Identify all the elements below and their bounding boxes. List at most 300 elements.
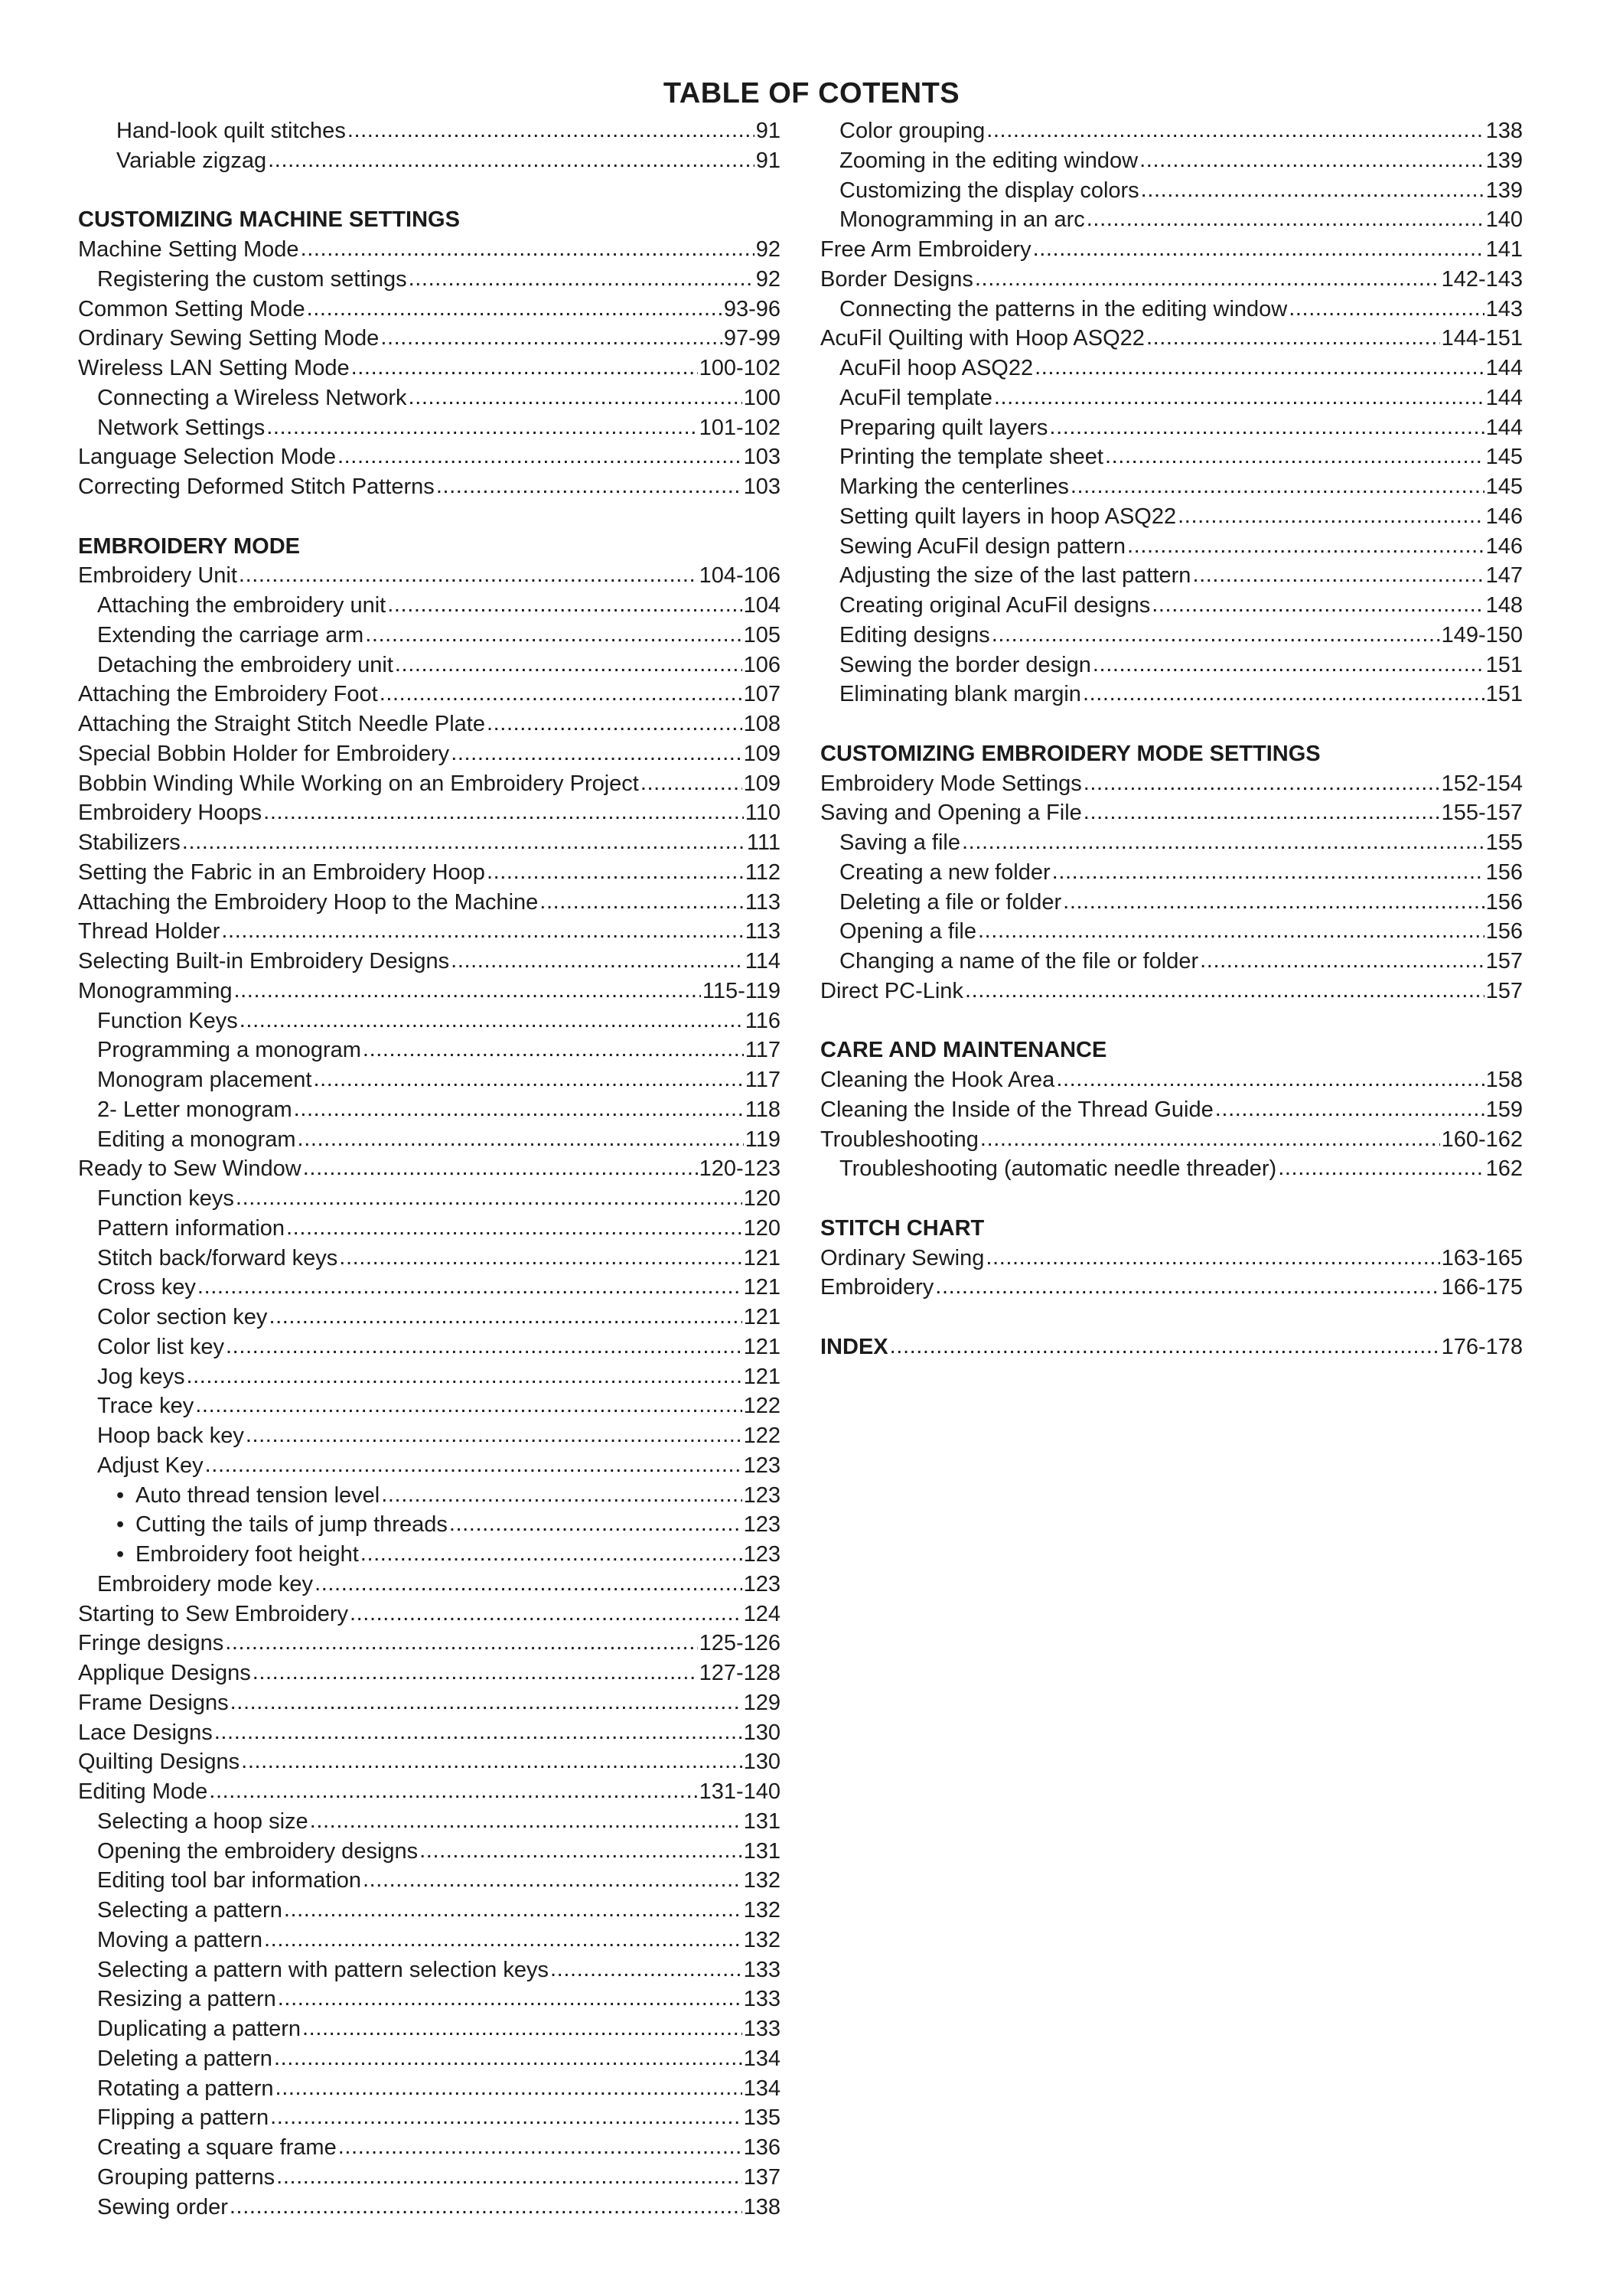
toc-entry[interactable] [820,858,1523,888]
bullet-icon: • [116,1482,125,1508]
toc-entry[interactable] [820,354,1523,383]
dot-leader [230,2192,742,2222]
dot-leader [451,739,741,768]
toc-entry[interactable] [78,709,781,739]
dot-leader [197,1272,742,1302]
toc-entry-page: 143 [1485,296,1523,321]
dot-leader [347,116,754,145]
toc-entry-label: Wireless LAN Setting Mode [78,356,350,380]
toc-entry-label: Troubleshooting [820,1127,979,1152]
dot-leader [992,620,1440,650]
dot-leader [986,116,1484,145]
toc-entry[interactable] [78,1391,781,1421]
toc-entry-page: 141 [1485,237,1523,262]
toc-entry[interactable] [820,146,1523,176]
toc-entry[interactable] [78,413,781,443]
toc-entry-label: Setting the Fabric in an Embroidery Hoop [78,859,485,885]
toc-entry-page: 123 [743,1512,781,1538]
toc-entry-label: Embroidery Hoops [78,801,262,826]
toc-entry[interactable] [78,1540,781,1570]
dot-leader [487,709,742,739]
toc-entry[interactable] [78,235,781,265]
toc-entry-label: Pattern information [97,1215,285,1241]
toc-entry[interactable] [820,621,1523,651]
dot-leader [186,1362,741,1391]
toc-entry-page: 147 [1485,563,1523,589]
toc-entry[interactable] [78,1658,781,1688]
toc-entry-page: 157 [1485,978,1523,1003]
toc-entry[interactable] [78,1926,781,1955]
toc-entry[interactable] [820,532,1523,562]
toc-entry-label: Selecting Built-in Embroidery Designs [78,949,450,974]
toc-entry[interactable] [78,1035,781,1065]
toc-entry[interactable] [78,2014,781,2044]
dot-leader [314,1569,742,1599]
toc-entry[interactable] [820,1065,1523,1095]
toc-entry-label: Editing a monogram [97,1127,296,1152]
toc-entry[interactable] [820,235,1523,265]
toc-entry-page: 100-102 [699,356,781,380]
dot-leader [182,827,745,857]
toc-entry[interactable] [78,295,781,325]
dot-leader [380,323,722,353]
toc-entry-label: Opening a file [839,919,976,944]
dot-leader [994,383,1484,413]
toc-entry-label: Deleting a file or folder [839,889,1062,915]
dot-leader [1035,353,1484,383]
toc-entry-label: Duplicating a pattern [97,2017,301,2041]
toc-entry[interactable] [820,324,1523,354]
dot-leader [380,679,742,709]
toc-entry[interactable] [78,621,781,651]
toc-entry[interactable] [78,442,781,472]
toc-entry[interactable] [78,561,781,591]
toc-entry[interactable] [820,828,1523,858]
toc-entry-page: 108 [743,712,781,736]
toc-entry-label: Function Keys [97,1008,238,1033]
toc-entry-label: Hand-look quilt stitches [116,119,346,143]
toc-entry[interactable] [78,888,781,918]
toc-entry-page: 144 [1485,356,1523,380]
toc-entry-label: Jog keys [97,1364,185,1389]
toc-entry[interactable] [820,1095,1523,1125]
toc-entry-label: Embroidery Unit [78,563,237,589]
toc-entry-page: 120-123 [699,1156,781,1182]
toc-entry[interactable] [78,1451,781,1481]
dot-leader [268,145,754,175]
toc-entry[interactable] [78,1184,781,1214]
dot-leader [487,857,744,887]
toc-entry-label: Starting to Sew Embroidery [78,1601,348,1626]
dot-leader [449,1509,742,1539]
toc-entry[interactable] [820,1273,1523,1303]
dot-leader [302,2014,742,2043]
toc-entry-label: Opening the embroidery designs [97,1838,419,1864]
toc-entry-page: 166-175 [1441,1275,1523,1300]
toc-entry-page: 130 [743,1720,781,1745]
dot-leader [1056,1065,1484,1094]
toc-entry-label: Selecting a pattern [97,1898,282,1923]
dot-leader [1063,887,1484,917]
toc-entry-page: 120 [743,1215,781,1241]
toc-entry[interactable] [820,1332,1523,1362]
toc-entry-label: Cross key [97,1275,196,1300]
toc-entry[interactable] [78,828,781,858]
toc-entry-page: 115-119 [702,978,781,1003]
toc-entry[interactable] [78,2044,781,2074]
toc-entry[interactable] [820,561,1523,591]
toc-entry[interactable] [78,858,781,888]
dot-leader [338,2132,742,2162]
dot-leader [1215,1094,1484,1124]
toc-entry[interactable] [78,591,781,621]
toc-entry-page: 121 [743,1305,781,1329]
toc-entry[interactable] [78,1214,781,1244]
toc-entry-label: Frame Designs [78,1690,229,1715]
section-spacer [78,502,781,532]
toc-entry[interactable] [78,1688,781,1718]
dot-leader [253,1658,698,1688]
dot-leader [1083,679,1484,709]
toc-entry-label: Sewing order [97,2194,228,2219]
toc-entry[interactable] [78,1510,781,1540]
toc-entry-label: Ordinary Sewing [820,1245,985,1270]
toc-entry-label: Extending the carriage arm [97,622,364,647]
toc-entry-page: 133 [743,1957,781,1982]
toc-entry-label: Quilting Designs [78,1750,240,1775]
toc-entry[interactable] [78,1866,781,1896]
toc-entry[interactable] [78,472,781,502]
toc-entry-page: 156 [1485,859,1523,885]
toc-entry[interactable] [820,442,1523,472]
dot-leader [451,946,744,976]
toc-entry[interactable] [78,146,781,176]
toc-entry-page: 134 [743,2046,781,2071]
toc-entry[interactable] [78,1985,781,2014]
toc-entry-label: Embroidery [820,1275,934,1300]
toc-entry-page: 110 [745,801,781,826]
toc-entry[interactable] [78,116,781,146]
dot-leader [962,827,1484,857]
dot-leader [1152,590,1484,620]
toc-entry-page: 134 [743,2076,781,2101]
section-heading-label: CUSTOMIZING EMBROIDERY MODE SETTINGS [820,741,1321,766]
toc-entry[interactable] [78,1006,781,1036]
dot-leader [360,1539,742,1569]
toc-entry[interactable] [820,116,1523,146]
toc-entry-label: Embroidery mode key [97,1571,314,1596]
dot-leader [980,1124,1440,1154]
toc-entry[interactable] [78,1955,781,1985]
toc-entry-label: Hoop back key [97,1424,244,1448]
toc-entry[interactable] [78,769,781,799]
bullet-icon: • [116,1512,125,1538]
toc-entry-page: 124 [743,1601,781,1626]
toc-entry-label: Changing a name of the file or folder [839,949,1199,974]
toc-entry-label: Variable zigzag [116,148,267,173]
toc-entry[interactable] [820,176,1523,206]
dot-leader [269,1302,741,1332]
toc-entry-label: Monogram placement [97,1068,312,1092]
toc-entry-page: 122 [743,1394,781,1419]
toc-entry-page: 145 [1485,475,1523,499]
dot-leader [975,264,1440,294]
toc-entry[interactable] [820,798,1523,828]
dot-leader [1200,946,1484,976]
toc-entry[interactable] [820,383,1523,413]
dot-leader [274,2043,742,2073]
dot-leader [339,1243,741,1273]
dot-leader [263,797,744,827]
toc-entry-page: 101-102 [699,415,781,440]
dot-leader [195,1391,741,1420]
dot-leader [226,1332,742,1362]
toc-entry-label: Flipping a pattern [97,2105,269,2131]
toc-entry-label: Lace Designs [78,1720,213,1745]
toc-entry[interactable] [820,472,1523,502]
toc-entry[interactable] [820,591,1523,621]
toc-entry-label: Function keys [97,1186,234,1211]
toc-entry[interactable] [78,2133,781,2163]
toc-entry-label: Connecting the patterns in the editing window [839,296,1288,321]
toc-entry-page: 157 [1485,949,1523,974]
toc-entry-page: 138 [1485,119,1523,143]
toc-entry[interactable] [78,1362,781,1392]
toc-entry[interactable] [78,1244,781,1274]
toc-entry-page: 111 [746,830,781,855]
toc-entry-label: Color section key [97,1305,268,1329]
toc-entry[interactable] [78,2103,781,2133]
toc-entry-label: Registering the custom settings [97,266,407,292]
toc-entry-page: 91 [755,119,781,143]
dot-leader [1289,294,1484,324]
toc-entry-label: Detaching the embroidery unit [97,652,393,677]
toc-entry-label: Cleaning the Hook Area [820,1068,1055,1092]
toc-entry-page: 121 [743,1275,781,1300]
dot-leader [275,2073,742,2103]
toc-entry-page: 116 [745,1008,781,1033]
toc-entry[interactable] [78,2163,781,2193]
toc-entry-page: 156 [1485,919,1523,944]
section-heading-label: STITCH CHART [820,1215,985,1241]
toc-entry[interactable] [78,1777,781,1807]
toc-entry-page: 146 [1485,533,1523,559]
toc-entry[interactable] [78,1629,781,1658]
toc-entry[interactable] [78,1154,781,1184]
toc-entry[interactable] [820,1125,1523,1155]
dot-leader [1052,857,1484,887]
toc-entry[interactable] [820,917,1523,947]
toc-entry-page: 132 [743,1868,781,1893]
toc-entry[interactable] [78,739,781,769]
dot-leader [365,620,741,650]
dot-leader [1084,797,1440,827]
toc-entry[interactable] [820,888,1523,918]
toc-entry[interactable] [78,1095,781,1125]
toc-entry[interactable] [78,680,781,709]
dot-leader [298,1124,744,1154]
toc-entry-label: Common Setting Mode [78,296,305,321]
toc-entry[interactable] [78,1065,781,1095]
dot-leader [310,1806,742,1836]
toc-entry-label: Thread Holder [78,919,220,944]
toc-entry-page: 144 [1485,415,1523,440]
toc-entry-label: Creating a square frame [97,2135,337,2160]
toc-entry-page: 176-178 [1441,1334,1523,1359]
toc-entry-page: 131 [743,1838,781,1864]
toc-entry-label: Attaching the Embroidery Hoop to the Machine [78,889,539,915]
toc-entry-label: Ready to Sew Window [78,1156,301,1182]
toc-entry[interactable] [820,265,1523,295]
toc-entry-label: Rotating a pattern [97,2076,274,2101]
dot-leader [1139,145,1484,175]
dot-leader [1146,323,1440,353]
toc-entry[interactable] [78,977,781,1006]
toc-entry[interactable] [78,2074,781,2104]
toc-entry[interactable] [820,1154,1523,1184]
dot-leader [395,650,742,680]
dot-leader [286,1213,742,1243]
toc-entry-label: Bobbin Winding While Working on an Embroidery Project [78,771,639,796]
toc-entry[interactable] [78,1718,781,1748]
toc-entry-page: 151 [1485,652,1523,677]
toc-entry[interactable] [78,1303,781,1332]
toc-entry[interactable] [78,1747,781,1777]
toc-entry[interactable] [78,947,781,977]
dot-leader [419,1836,741,1866]
toc-entry-label: Programming a monogram [97,1038,361,1063]
toc-entry-page: 125-126 [699,1631,781,1656]
toc-entry-page: 145 [1485,445,1523,470]
toc-entry[interactable] [78,917,781,947]
toc-entry-label: Sewing the border design [839,652,1091,677]
dot-leader [214,1717,742,1747]
toc-entry-label: Selecting a pattern with pattern selection keys [97,1957,549,1982]
toc-entry-page: 118 [745,1097,781,1122]
toc-entry[interactable] [78,265,781,295]
toc-entry-page: 114 [745,949,781,974]
toc-entry-label: Editing Mode [78,1779,208,1804]
toc-entry[interactable] [78,354,781,383]
toc-entry[interactable] [78,1481,781,1511]
toc-entry-page: 129 [743,1690,781,1715]
toc-entry-label: Resizing a pattern [97,1987,276,2012]
toc-entry[interactable] [820,680,1523,709]
toc-entry-label: Stitch back/forward keys [97,1245,338,1270]
toc-entry[interactable] [78,324,781,354]
toc-entry[interactable] [820,295,1523,325]
toc-entry-page: 130 [743,1750,781,1775]
bullet-icon: • [116,1542,125,1567]
toc-entry-page: 140 [1485,207,1523,233]
toc-entry[interactable] [78,2193,781,2223]
toc-entry[interactable] [78,1600,781,1629]
dot-leader [1033,234,1484,264]
toc-entry-label: Eliminating blank margin [839,682,1081,707]
toc-entry-label: Editing designs [839,622,990,647]
toc-entry-label: Machine Setting Mode [78,237,299,262]
toc-entry-page: 148 [1485,593,1523,618]
dot-leader [1127,531,1484,561]
toc-entry[interactable] [78,1570,781,1600]
toc-entry[interactable] [78,383,781,413]
toc-entry[interactable] [820,977,1523,1006]
dot-leader [303,1153,698,1183]
toc-entry[interactable] [820,413,1523,443]
toc-entry-page: 135 [743,2105,781,2131]
toc-entry-label: Auto thread tension level [135,1482,380,1508]
dot-leader [351,353,698,383]
dot-leader [241,1746,741,1776]
toc-entry[interactable] [78,1421,781,1451]
toc-entry-label: Editing tool bar information [97,1868,361,1893]
toc-entry-label: Zooming in the editing window [839,148,1139,173]
dot-leader [1084,768,1440,798]
dot-leader [409,264,754,294]
dot-leader [225,1628,697,1658]
dot-leader [890,1332,1440,1362]
dot-leader [350,1599,742,1629]
toc-entry-page: 162 [1485,1156,1523,1182]
toc-entry[interactable] [820,947,1523,977]
toc-entry-page: 132 [743,1927,781,1952]
toc-entry-page: 138 [743,2194,781,2219]
toc-entry-page: 137 [743,2164,781,2190]
toc-entry-page: 123 [743,1453,781,1478]
toc-entry[interactable] [820,205,1523,235]
toc-entry[interactable] [820,651,1523,680]
toc-entry-label: Color list key [97,1334,224,1359]
toc-entry-label: Grouping patterns [97,2164,275,2190]
toc-entry[interactable] [78,798,781,828]
dot-leader [278,1984,742,2014]
toc-entry[interactable] [78,1125,781,1155]
toc-entry-label: INDEX [820,1334,888,1359]
toc-entry-page: 92 [755,266,781,292]
toc-entry-page: 156 [1485,889,1523,915]
toc-entry[interactable] [78,1896,781,1926]
toc-entry-label: Embroidery Mode Settings [820,771,1082,796]
toc-entry[interactable] [78,1837,781,1867]
dot-leader [1178,501,1484,531]
toc-entry[interactable] [78,1273,781,1303]
toc-entry[interactable] [820,1244,1523,1274]
toc-entry-label: Applique Designs [78,1661,251,1685]
toc-entry-label: Stabilizers [78,830,181,855]
toc-entry[interactable] [78,1807,781,1837]
dot-leader [205,1450,742,1480]
toc-entry-label: Monogramming [78,978,233,1003]
dot-leader [1192,560,1484,590]
dot-leader [313,1065,743,1094]
toc-entry[interactable] [820,502,1523,532]
toc-entry[interactable] [78,651,781,680]
toc-entry-label: Trace key [97,1394,194,1419]
toc-entry-page: 93-96 [723,296,781,321]
dot-leader [240,1006,744,1035]
toc-entry[interactable] [820,769,1523,799]
dot-leader [1087,204,1484,234]
dot-leader [1071,471,1484,501]
toc-entry-page: 155 [1485,830,1523,855]
toc-entry-page: 100 [743,385,781,410]
toc-entry[interactable] [78,1332,781,1362]
toc-entry-label: Cutting the tails of jump threads [135,1512,448,1538]
toc-entry-page: 123 [743,1482,781,1508]
toc-entry-page: 155-157 [1441,801,1523,826]
toc-entry-label: Embroidery foot height [135,1542,359,1567]
toc-entry-page: 91 [755,148,781,173]
